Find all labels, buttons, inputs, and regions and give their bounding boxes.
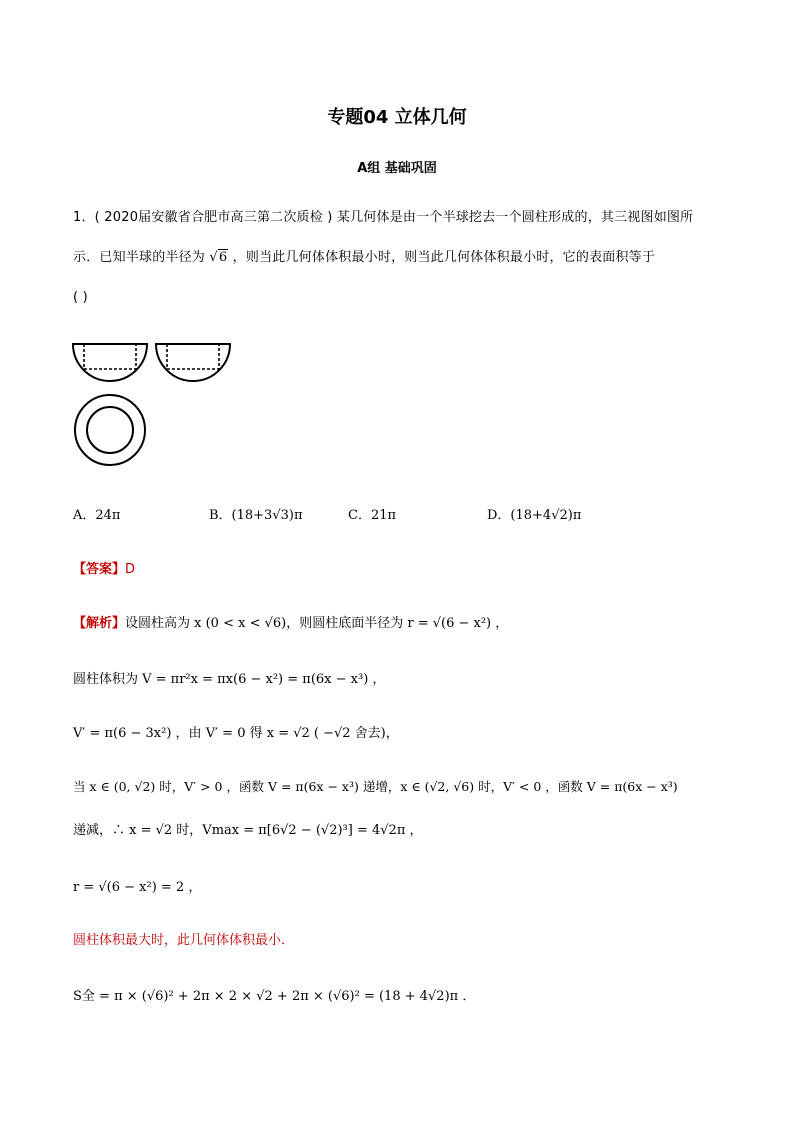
radius-value: √6 bbox=[209, 250, 228, 265]
page-title: 专题04 立体几何 bbox=[327, 107, 467, 128]
answer-line bbox=[73, 558, 135, 577]
analysis-line-4: 当 x ∈ (0, √2) 时，V′ > 0 ，函数 V = π(6x − x³) 递增，x ∈ (√2, √6) 时，V′ < 0 ，函数 V = π(6x − x³) bbox=[73, 779, 678, 794]
side-view bbox=[156, 344, 230, 381]
analysis-line-1: 【解析】设圆柱高为 x (0 < x < √6)，则圆柱底面半径为 r = √(6 − x²) ， bbox=[73, 616, 509, 631]
analysis-line-3: V′ = π(6 − 3x²) ，由 V′ = 0 得 x = √2 ( −√2 舍去)， bbox=[73, 726, 399, 741]
option-d: D．(18+4√2)π bbox=[487, 508, 582, 523]
analysis-label: 【解析】 bbox=[73, 616, 126, 631]
question-line-2 bbox=[73, 246, 655, 265]
front-view bbox=[73, 344, 147, 381]
question-line-1: 1．( 2020届安徽省合肥市高三第二次质检 ) 某几何体是由一个半球挖去一个圆柱形成的，其三视图如图所 bbox=[73, 210, 694, 225]
analysis-line-2: 圆柱体积为 V = πr²x = πx(6 − x²) = π(6x − x³) ， bbox=[73, 672, 386, 687]
answer-label: 【答案】 bbox=[73, 562, 126, 577]
analysis-line-7: 圆柱体积最大时，此几何体体积最小． bbox=[73, 933, 295, 948]
three-view-figure bbox=[70, 338, 240, 478]
analysis-line-8: S全 = π × (√6)² + 2π × 2 × √2 + 2π × (√6)² = (18 + 4√2)π ． bbox=[73, 989, 476, 1004]
answer-value: D bbox=[125, 562, 136, 577]
question-line-2-post: ，则当此几何体体积最小时，则当此几何体体积最小时，它的表面积等于 bbox=[232, 250, 656, 265]
option-a: A．24π bbox=[73, 508, 121, 523]
option-b: B．(18+3√3)π bbox=[209, 508, 303, 523]
analysis-line-5: 递减，∴ x = √2 时，Vmax = π[6√2 − (√2)³] = 4√2π ， bbox=[73, 823, 423, 838]
question-line-2-pre: 示．已知半球的半径为 bbox=[73, 250, 206, 265]
option-c: C．21π bbox=[348, 508, 397, 523]
analysis-line-6: r = √(6 − x²) = 2 ， bbox=[73, 880, 202, 895]
section-subtitle: A组 基础巩固 bbox=[357, 161, 437, 176]
answer-blank: ( ) bbox=[73, 290, 88, 305]
top-view bbox=[75, 395, 145, 465]
